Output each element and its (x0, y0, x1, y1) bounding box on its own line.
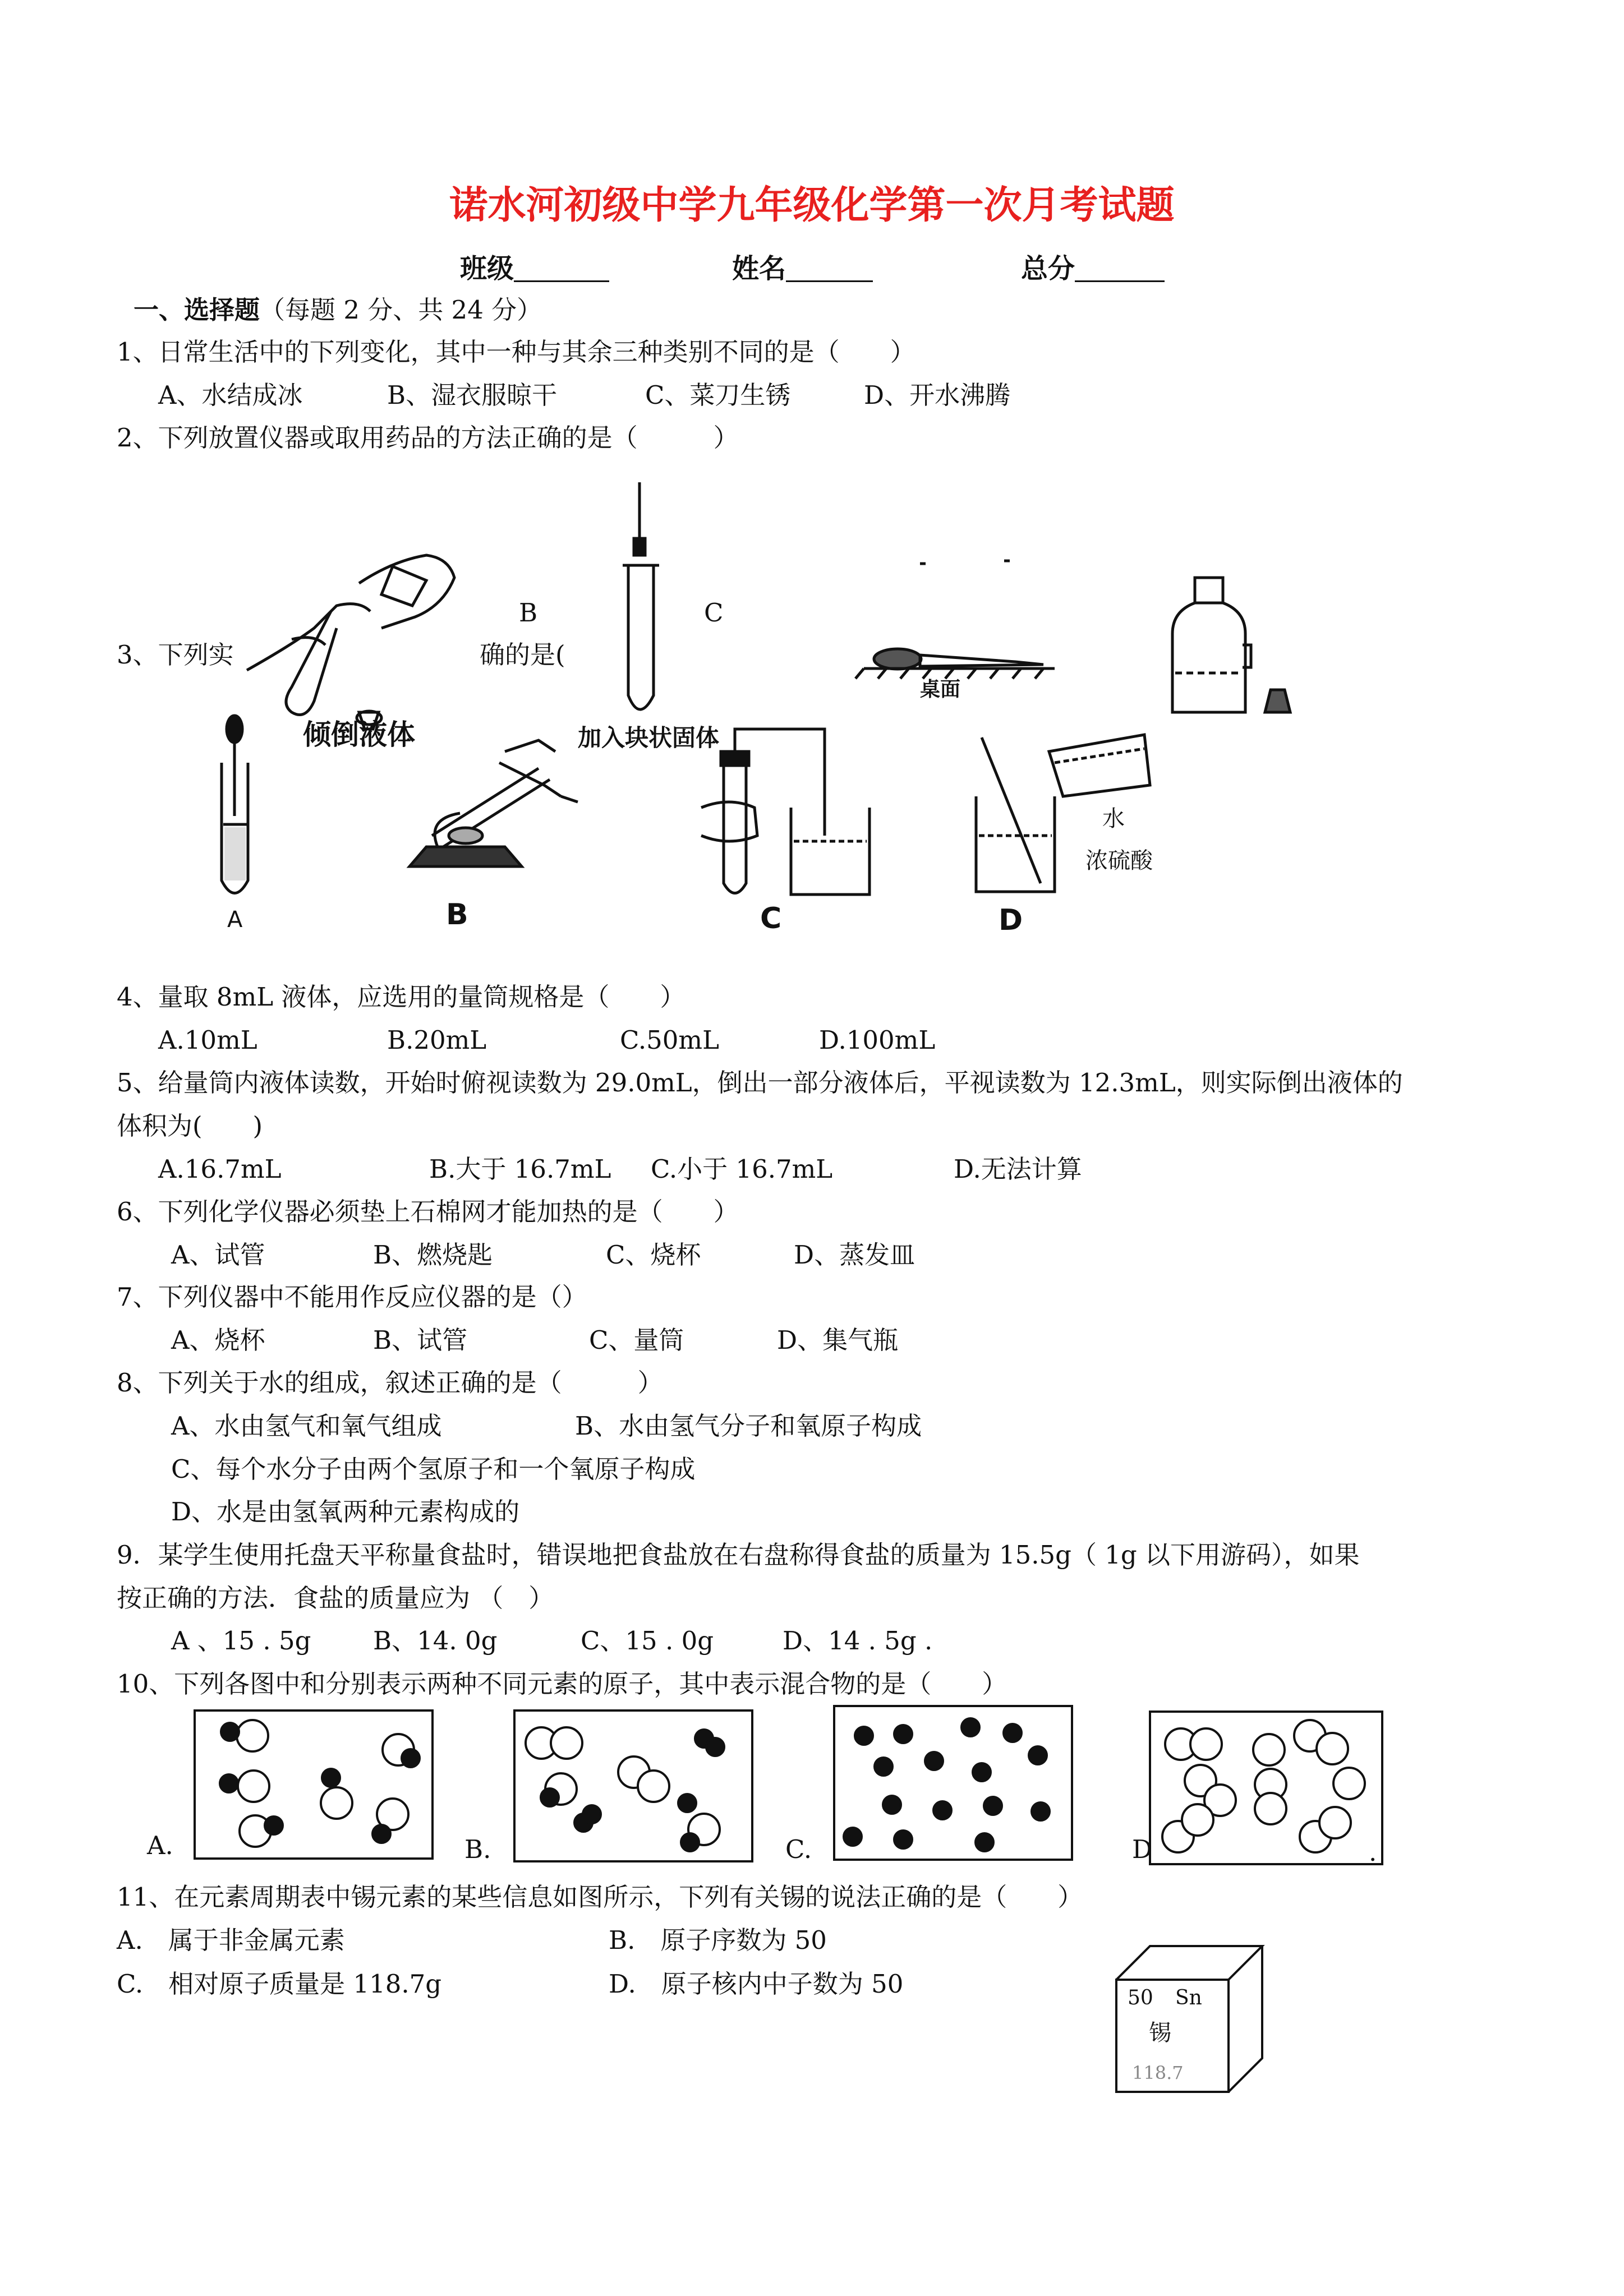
q10-trailing-dot: . (1369, 1837, 1377, 1867)
q11-option-d[interactable]: D. 原子核内中子数为 50 (609, 1969, 904, 1999)
q5-option-b[interactable]: B.大于 16.7mL (429, 1154, 611, 1184)
class-blank[interactable] (514, 258, 609, 282)
page-title: 诺水河初级中学九年级化学第一次月考试题 (449, 183, 1175, 228)
q9-option-a[interactable]: A 、15 . 5g (171, 1626, 311, 1656)
q7-option-b[interactable]: B、试管 (373, 1325, 468, 1355)
q3-label-b: B (446, 898, 468, 932)
section-note: （每题 2 分、共 24 分） (260, 295, 542, 325)
q4-option-b[interactable]: B.20mL (387, 1025, 487, 1055)
q5-option-d[interactable]: D.无法计算 (954, 1154, 1082, 1184)
solid-into-tube-illustration (623, 482, 659, 709)
q10-box-d[interactable] (1149, 1711, 1383, 1865)
water-label: 水 (1102, 806, 1125, 832)
q8-option-b[interactable]: B、水由氢气分子和氧原子构成 (575, 1411, 922, 1441)
q3-stem-right: 确的是( (480, 640, 565, 670)
q9-stem-line1: 9．某学生使用托盘天平称量食盐时，错误地把食盐放在右盘称得食盐的质量为 15.5g（ 1g 以下用游码），如果 (117, 1540, 1360, 1570)
q4-option-c[interactable]: C.50mL (620, 1025, 719, 1055)
q9-option-c[interactable]: C、15 . 0g (581, 1626, 714, 1656)
q10-label-d: D (1132, 1834, 1153, 1864)
section-heading (134, 295, 542, 325)
q8-option-d[interactable]: D、水是由氢氧两种元素构成的 (171, 1497, 520, 1527)
q10-stem: 10、下列各图中和分别表示两种不同元素的原子，其中表示混合物的是（ ） (117, 1669, 1007, 1699)
q5-option-a[interactable]: A.16.7mL (158, 1154, 282, 1184)
tin-name: 锡 (1149, 2020, 1171, 2046)
q10-label-c: C. (785, 1834, 812, 1864)
q7-stem: 7、下列仪器中不能用作反应仪器的是（） (117, 1282, 587, 1312)
q9-option-d[interactable]: D、14 . 5g . (783, 1626, 933, 1656)
q9-stem-line2: 按正确的方法．食盐的质量应为 （ ） (117, 1583, 554, 1613)
q10-box-a[interactable] (194, 1709, 434, 1860)
dropper-on-desk-illustration (855, 561, 1055, 679)
q4-option-d[interactable]: D.100mL (819, 1025, 936, 1055)
q1-option-b[interactable]: B、湿衣服晾干 (387, 380, 558, 410)
pour-liquid-illustration (247, 555, 454, 729)
q7-option-d[interactable]: D、集气瓶 (777, 1325, 899, 1355)
class-label: 班级 (460, 253, 514, 284)
q2-label-c: C (704, 598, 724, 628)
q1-option-d[interactable]: D、开水沸腾 (864, 380, 1011, 410)
reagent-bottle-illustration (1172, 578, 1290, 712)
score-label: 总分 (1021, 253, 1075, 284)
q3-figure-b (410, 740, 578, 866)
q4-option-a[interactable]: A.10mL (158, 1025, 257, 1055)
q1-option-a[interactable]: A、水结成冰 (158, 380, 303, 410)
q2-stem: 2、下列放置仪器或取用药品的方法正确的是（ ） (117, 423, 739, 453)
section-title: 一、选择题 (134, 295, 260, 325)
name-blank[interactable] (786, 258, 873, 282)
class-field (460, 255, 609, 282)
q8-stem: 8、下列关于水的组成，叙述正确的是（ ） (117, 1368, 663, 1398)
name-field (732, 255, 873, 282)
q1-stem: 1、日常生活中的下列变化，其中一种与其余三种类别不同的是（ ） (117, 337, 915, 367)
q6-stem: 6、下列化学仪器必须垫上石棉网才能加热的是（ ） (117, 1197, 739, 1227)
q10-label-b: B. (464, 1834, 491, 1864)
q10-label-a: A. (147, 1831, 173, 1860)
q11-stem: 11、在元素周期表中锡元素的某些信息如图所示，下列有关锡的说法正确的是（ ） (117, 1882, 1083, 1912)
q3-label-a: A (227, 907, 243, 933)
q6-option-a[interactable]: A、试管 (171, 1240, 265, 1270)
q2-label-b: B (519, 598, 538, 628)
q5-option-c[interactable]: C.小于 16.7mL (651, 1154, 833, 1184)
q5-stem-line1: 5、给量筒内液体读数，开始时俯视读数为 29.0mL，倒出一部分液体后，平视读数为 12.3mL，则实际倒出液体的 (117, 1068, 1403, 1098)
q5-stem-line2: 体积为( ) (117, 1111, 263, 1141)
q3-figure-a (222, 716, 248, 893)
q3-stem-left: 3、下列实 (117, 640, 234, 670)
tin-mass: 118.7 (1132, 2062, 1184, 2083)
pour-liquid-label: 倾倒液体 (303, 718, 415, 751)
q11-option-b[interactable]: B. 原子序数为 50 (609, 1925, 827, 1955)
desk-label: 桌面 (920, 678, 961, 701)
q6-option-d[interactable]: D、蒸发皿 (794, 1240, 915, 1270)
q3-label-c: C (760, 902, 782, 935)
q11-option-c[interactable]: C. 相对原子质量是 118.7g (117, 1969, 442, 1999)
q10-box-c[interactable] (833, 1705, 1073, 1861)
q11-option-a[interactable]: A. 属于非金属元素 (117, 1925, 345, 1955)
score-blank[interactable] (1075, 258, 1165, 282)
name-label: 姓名 (732, 253, 786, 284)
acid-label: 浓硫酸 (1085, 848, 1153, 874)
tin-atomic-number: 50 (1128, 1986, 1153, 2009)
q7-option-a[interactable]: A、烧杯 (171, 1325, 265, 1355)
q10-box-b[interactable] (513, 1709, 753, 1862)
score-field (1021, 255, 1165, 282)
q3-label-d: D (999, 903, 1023, 937)
q6-option-b[interactable]: B、燃烧匙 (373, 1240, 493, 1270)
q6-option-c[interactable]: C、烧杯 (606, 1240, 701, 1270)
q1-option-c[interactable]: C、菜刀生锈 (645, 380, 791, 410)
solid-label: 加入块状固体 (578, 724, 720, 751)
tin-symbol: Sn (1175, 1986, 1202, 2009)
q8-option-c[interactable]: C、每个水分子由两个氢原子和一个氧原子构成 (171, 1454, 696, 1484)
q3-figure-c (701, 729, 869, 895)
q7-option-c[interactable]: C、量筒 (589, 1325, 684, 1355)
q4-stem: 4、量取 8mL 液体，应选用的量筒规格是（ ） (117, 982, 686, 1012)
q8-option-a[interactable]: A、水由氢气和氧气组成 (171, 1411, 442, 1441)
q9-option-b[interactable]: B、14. 0g (373, 1626, 498, 1656)
